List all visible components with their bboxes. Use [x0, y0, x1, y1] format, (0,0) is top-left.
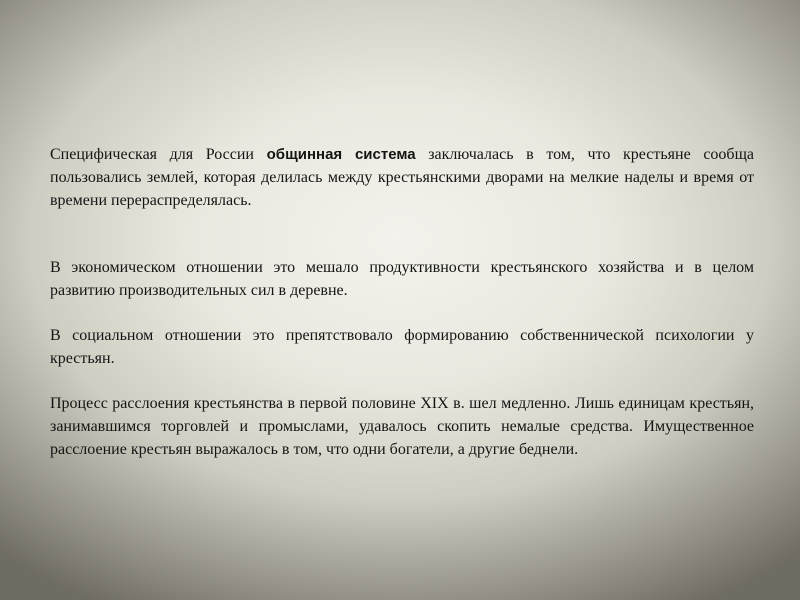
paragraph-1-intro: Специфическая для России — [50, 146, 267, 163]
paragraph-commune-system — [50, 143, 754, 212]
paragraph-stratification: Процесс расслоения крестьянства в первой половине XIX в. шел медленно. Лишь единицам крестьян, занимавшимся торговлей и промыслами, удавалось скопить немалые средства. Имущественное расслоение крестьян выражалось в том, что одни богатели, а другие беднели. — [50, 395, 754, 458]
commune-system-term: общинная система — [266, 146, 416, 163]
paragraph-1-rest: заключалась в том, что крестьяне сообща пользовались землей, которая делилась между крестьянскими дворами на мелкие наделы и время от времени перераспределялась. — [50, 146, 754, 209]
slide-content — [50, 143, 754, 461]
paragraph-social: В социальном отношении это препятствовало формированию собственнической психологии у крестьян. — [50, 327, 754, 367]
paragraph-economic: В экономическом отношении это мешало продуктивности крестьянского хозяйства и в целом развитию производительных сил в деревне. — [50, 259, 754, 299]
